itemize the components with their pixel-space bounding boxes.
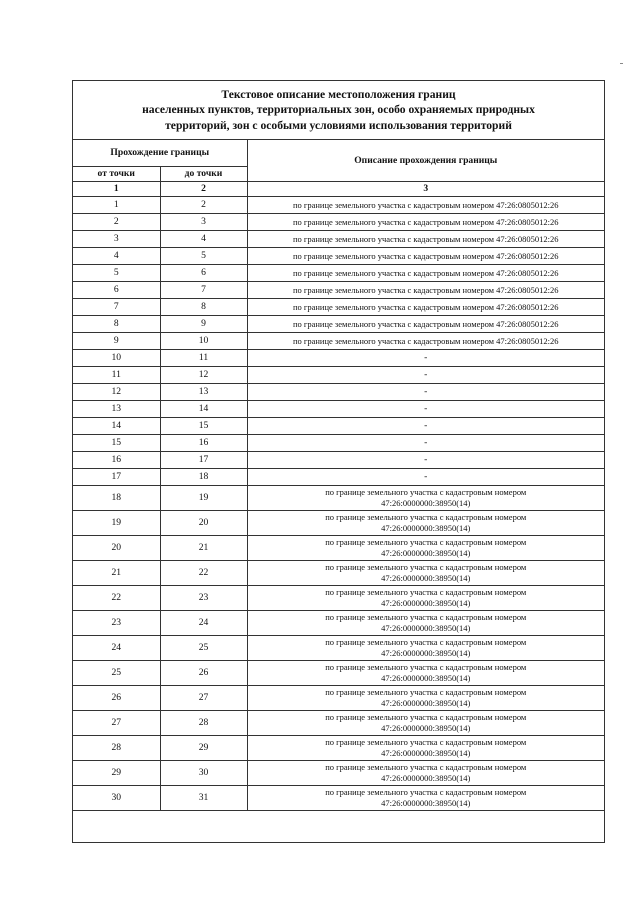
- from-point-cell: 1: [73, 196, 160, 213]
- table-row: [73, 247, 604, 264]
- to-point-cell: 3: [160, 213, 247, 230]
- table-row: [73, 760, 604, 785]
- to-point-cell: 12: [160, 366, 247, 383]
- description-line-1: по границе земельного участка с кадастровым номером: [325, 511, 527, 522]
- table-row: [73, 660, 604, 685]
- to-point-cell: 9: [160, 315, 247, 332]
- description-cell: по границе земельного участка с кадастровым номером 47:26:0805012:26: [247, 264, 604, 281]
- boundary-table: [73, 140, 604, 811]
- cadastral-number: 47:26:0000000:38950(14): [381, 622, 471, 633]
- header-description: Описание прохождения границы: [247, 140, 604, 181]
- from-point-cell: 22: [73, 585, 160, 610]
- header-column-number-3: 3: [247, 181, 604, 196]
- description-line-1: по границе земельного участка с кадастровым номером: [325, 536, 527, 547]
- to-point-cell: 27: [160, 685, 247, 710]
- description-cell: по границе земельного участка с кадастровым номером 47:26:0805012:26: [247, 315, 604, 332]
- to-point-cell: 5: [160, 247, 247, 264]
- to-point-cell: 11: [160, 349, 247, 366]
- description-line-1: по границе земельного участка с кадастровым номером: [325, 786, 527, 797]
- table-row: [73, 315, 604, 332]
- description-cell: -: [247, 434, 604, 451]
- description-cell: -: [247, 383, 604, 400]
- from-point-cell: 20: [73, 535, 160, 560]
- description-cell: [247, 535, 604, 560]
- table-row: [73, 735, 604, 760]
- description-cell: [247, 635, 604, 660]
- table-row: [73, 560, 604, 585]
- from-point-cell: 11: [73, 366, 160, 383]
- description-line-1: по границе земельного участка с кадастровым номером: [325, 636, 527, 647]
- cadastral-number: 47:26:0000000:38950(14): [381, 722, 471, 733]
- to-point-cell: 22: [160, 560, 247, 585]
- from-point-cell: 6: [73, 281, 160, 298]
- from-point-cell: 2: [73, 213, 160, 230]
- from-point-cell: 15: [73, 434, 160, 451]
- description-cell: [247, 785, 604, 810]
- from-point-cell: 21: [73, 560, 160, 585]
- table-row: [73, 510, 604, 535]
- table-row: [73, 196, 604, 213]
- header-from-point: от точки: [73, 166, 160, 181]
- from-point-cell: 24: [73, 635, 160, 660]
- from-point-cell: 4: [73, 247, 160, 264]
- table-row: [73, 610, 604, 635]
- description-cell: по границе земельного участка с кадастровым номером 47:26:0805012:26: [247, 196, 604, 213]
- from-point-cell: 29: [73, 760, 160, 785]
- description-cell: [247, 560, 604, 585]
- from-point-cell: 30: [73, 785, 160, 810]
- cadastral-number: 47:26:0000000:38950(14): [381, 672, 471, 683]
- description-line-1: по границе земельного участка с кадастровым номером: [325, 711, 527, 722]
- table-row: [73, 535, 604, 560]
- description-cell: -: [247, 451, 604, 468]
- table-body: [73, 196, 604, 810]
- to-point-cell: 26: [160, 660, 247, 685]
- from-point-cell: 3: [73, 230, 160, 247]
- from-point-cell: 14: [73, 417, 160, 434]
- from-point-cell: 18: [73, 485, 160, 510]
- description-line-1: по границе земельного участка с кадастровым номером: [325, 661, 527, 672]
- description-cell: -: [247, 417, 604, 434]
- description-cell: [247, 760, 604, 785]
- to-point-cell: 16: [160, 434, 247, 451]
- description-cell: по границе земельного участка с кадастровым номером 47:26:0805012:26: [247, 230, 604, 247]
- to-point-cell: 25: [160, 635, 247, 660]
- boundary-description-document: [72, 80, 605, 843]
- table-row: [73, 383, 604, 400]
- to-point-cell: 10: [160, 332, 247, 349]
- cadastral-number: 47:26:0000000:38950(14): [381, 497, 471, 508]
- to-point-cell: 24: [160, 610, 247, 635]
- from-point-cell: 12: [73, 383, 160, 400]
- from-point-cell: 5: [73, 264, 160, 281]
- table-row: [73, 298, 604, 315]
- description-cell: -: [247, 349, 604, 366]
- description-line-1: по границе земельного участка с кадастровым номером: [325, 761, 527, 772]
- from-point-cell: 19: [73, 510, 160, 535]
- description-line-1: по границе земельного участка с кадастровым номером: [325, 611, 527, 622]
- scan-mark: [620, 63, 623, 64]
- description-cell: [247, 485, 604, 510]
- table-row: [73, 485, 604, 510]
- to-point-cell: 6: [160, 264, 247, 281]
- description-line-1: по границе земельного участка с кадастровым номером: [325, 586, 527, 597]
- description-cell: по границе земельного участка с кадастровым номером 47:26:0805012:26: [247, 247, 604, 264]
- to-point-cell: 18: [160, 468, 247, 485]
- to-point-cell: 19: [160, 485, 247, 510]
- to-point-cell: 17: [160, 451, 247, 468]
- cadastral-number: 47:26:0000000:38950(14): [381, 797, 471, 808]
- description-cell: [247, 710, 604, 735]
- cadastral-number: 47:26:0000000:38950(14): [381, 747, 471, 758]
- table-row: [73, 685, 604, 710]
- to-point-cell: 23: [160, 585, 247, 610]
- table-row: [73, 332, 604, 349]
- document-title: [73, 81, 604, 140]
- cadastral-number: 47:26:0000000:38950(14): [381, 522, 471, 533]
- header-to-point: до точки: [160, 166, 247, 181]
- to-point-cell: 4: [160, 230, 247, 247]
- cadastral-number: 47:26:0000000:38950(14): [381, 697, 471, 708]
- description-cell: -: [247, 468, 604, 485]
- description-line-1: по границе земельного участка с кадастровым номером: [325, 686, 527, 697]
- to-point-cell: 30: [160, 760, 247, 785]
- cadastral-number: 47:26:0000000:38950(14): [381, 547, 471, 558]
- description-cell: по границе земельного участка с кадастровым номером 47:26:0805012:26: [247, 332, 604, 349]
- from-point-cell: 27: [73, 710, 160, 735]
- table-row: [73, 468, 604, 485]
- description-line-1: по границе земельного участка с кадастровым номером: [325, 486, 527, 497]
- table-row: [73, 264, 604, 281]
- to-point-cell: 29: [160, 735, 247, 760]
- to-point-cell: 8: [160, 298, 247, 315]
- description-cell: -: [247, 400, 604, 417]
- cadastral-number: 47:26:0000000:38950(14): [381, 772, 471, 783]
- table-row: [73, 417, 604, 434]
- from-point-cell: 13: [73, 400, 160, 417]
- table-row: [73, 281, 604, 298]
- to-point-cell: 13: [160, 383, 247, 400]
- table-row: [73, 785, 604, 810]
- header-column-number-1: 1: [73, 181, 160, 196]
- table-row: [73, 585, 604, 610]
- table-row: [73, 366, 604, 383]
- description-cell: [247, 610, 604, 635]
- header-column-number-2: 2: [160, 181, 247, 196]
- description-line-1: по границе земельного участка с кадастровым номером: [325, 736, 527, 747]
- table-row: [73, 434, 604, 451]
- description-line-1: по границе земельного участка с кадастровым номером: [325, 561, 527, 572]
- title-line-1: Текстовое описание местоположения границ: [221, 87, 456, 101]
- table-row: [73, 400, 604, 417]
- table-row: [73, 213, 604, 230]
- from-point-cell: 8: [73, 315, 160, 332]
- to-point-cell: 14: [160, 400, 247, 417]
- from-point-cell: 9: [73, 332, 160, 349]
- from-point-cell: 23: [73, 610, 160, 635]
- title-line-2: населенных пунктов, территориальных зон, особо охраняемых природных: [142, 103, 535, 117]
- to-point-cell: 20: [160, 510, 247, 535]
- to-point-cell: 28: [160, 710, 247, 735]
- title-line-3: территорий, зон с особыми условиями использования территорий: [165, 118, 512, 132]
- from-point-cell: 28: [73, 735, 160, 760]
- description-cell: -: [247, 366, 604, 383]
- to-point-cell: 2: [160, 196, 247, 213]
- to-point-cell: 15: [160, 417, 247, 434]
- from-point-cell: 26: [73, 685, 160, 710]
- from-point-cell: 25: [73, 660, 160, 685]
- table-row: [73, 710, 604, 735]
- from-point-cell: 16: [73, 451, 160, 468]
- to-point-cell: 31: [160, 785, 247, 810]
- to-point-cell: 21: [160, 535, 247, 560]
- cadastral-number: 47:26:0000000:38950(14): [381, 572, 471, 583]
- header-passage: Прохождение границы: [73, 140, 247, 166]
- to-point-cell: 7: [160, 281, 247, 298]
- cadastral-number: 47:26:0000000:38950(14): [381, 647, 471, 658]
- table-row: [73, 451, 604, 468]
- description-cell: [247, 685, 604, 710]
- cadastral-number: 47:26:0000000:38950(14): [381, 597, 471, 608]
- description-cell: по границе земельного участка с кадастровым номером 47:26:0805012:26: [247, 281, 604, 298]
- table-row: [73, 635, 604, 660]
- from-point-cell: 7: [73, 298, 160, 315]
- from-point-cell: 17: [73, 468, 160, 485]
- description-cell: [247, 585, 604, 610]
- description-cell: [247, 660, 604, 685]
- description-cell: [247, 735, 604, 760]
- description-cell: [247, 510, 604, 535]
- from-point-cell: 10: [73, 349, 160, 366]
- description-cell: по границе земельного участка с кадастровым номером 47:26:0805012:26: [247, 298, 604, 315]
- description-cell: по границе земельного участка с кадастровым номером 47:26:0805012:26: [247, 213, 604, 230]
- table-row: [73, 230, 604, 247]
- table-row: [73, 349, 604, 366]
